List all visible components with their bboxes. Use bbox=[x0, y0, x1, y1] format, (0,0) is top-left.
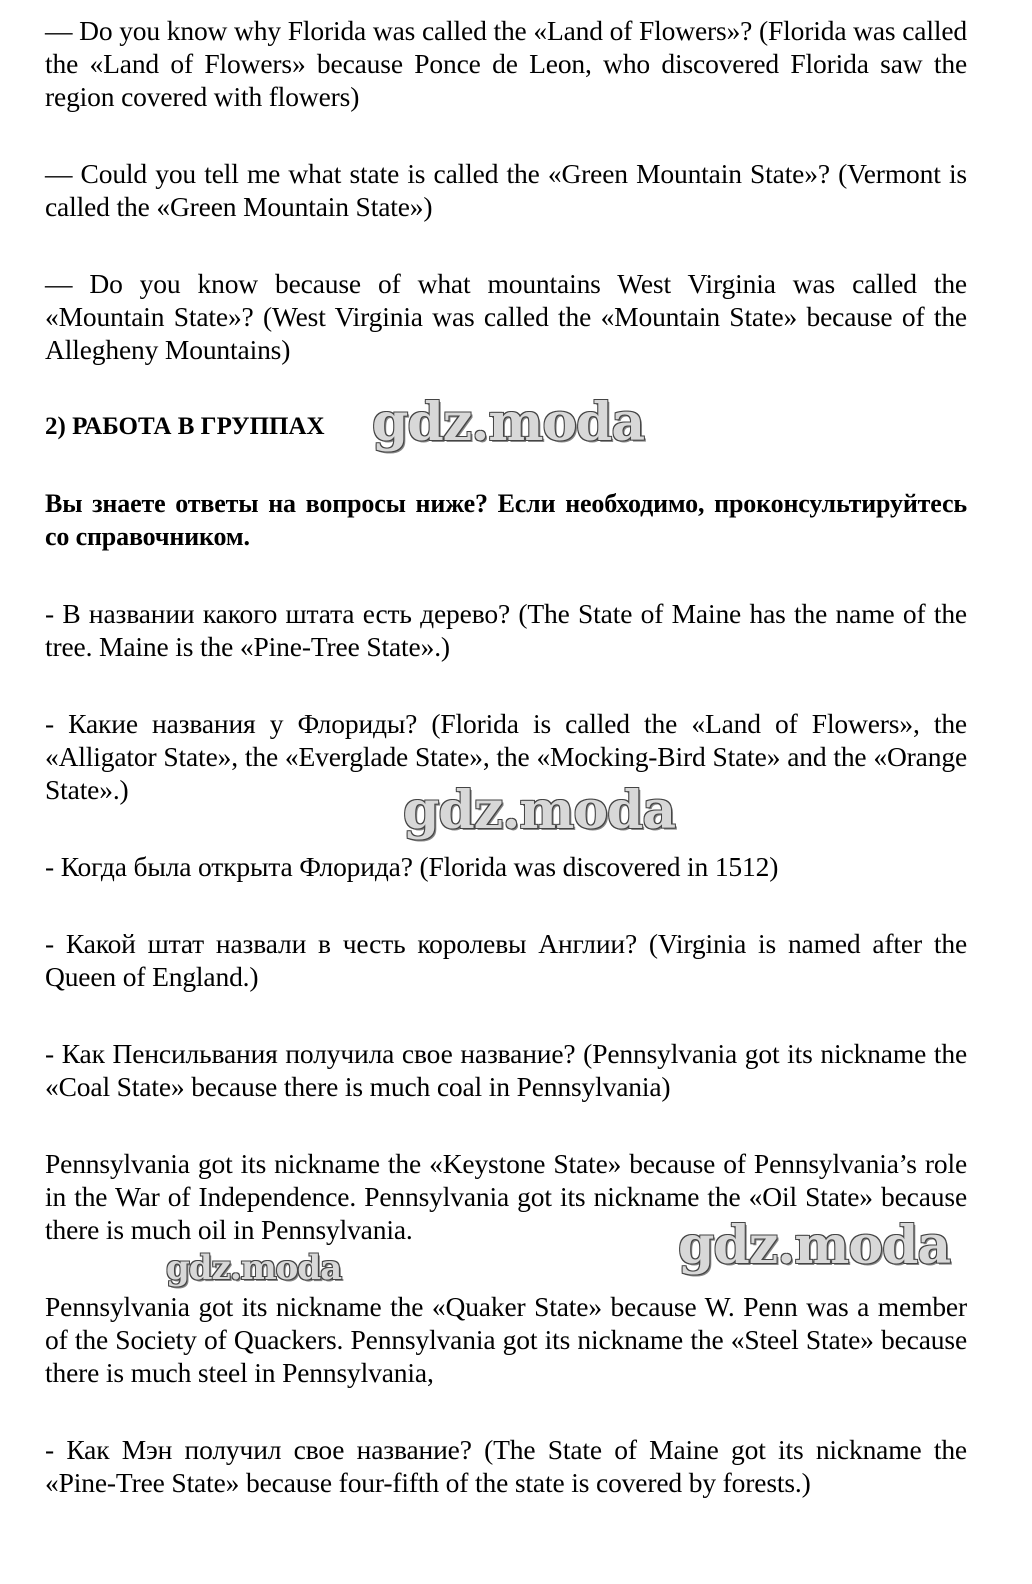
watermark-logo: gdz.moda bbox=[403, 780, 676, 841]
watermark-logo: gdz.moda bbox=[372, 392, 645, 453]
qa-maine-name: - Как Мэн получил свое название? (The State of Maine got its nickname the «Pine-Tree State» because four-fifth of the state is covered by forests.) bbox=[45, 1434, 967, 1498]
paragraph-florida-flowers: — Do you know why Florida was called the «Land of Flowers»? (Florida was called the «Land of Flowers» because Ponce de Leon, who discovered Florida saw the region covered with flowers) bbox=[45, 15, 967, 112]
qa-florida-names: - Какие названия у Флориды? (Florida is called the «Land of Flowers», the «Alligator State», the «Everglade State», the «Mocking-Bird State» and the «Orange State».) bbox=[45, 708, 967, 805]
instruction-text: Вы знаете ответы на вопросы ниже? Если необходимо, проконсультируйтесь со справочником. bbox=[45, 489, 967, 551]
paragraph-green-mountain: — Could you tell me what state is called the «Green Mountain State»? (Vermont is called the «Green Mountain State») bbox=[45, 158, 967, 222]
section-heading: 2) РАБОТА В ГРУППАХ bbox=[45, 413, 325, 440]
qa-tree-state: - В названии какого штата есть дерево? (The State of Maine has the name of the tree. Maine is the «Pine-Tree State».) bbox=[45, 598, 967, 662]
paragraph-pennsylvania-quaker: Pennsylvania got its nickname the «Quaker State» because W. Penn was a member of the Society of Quackers. Pennsylvania got its nickname the «Steel State» because there is much steel in Pennsylvania, bbox=[45, 1291, 967, 1388]
paragraph-west-virginia: — Do you know because of what mountains West Virginia was called the «Mountain State»? (West Virginia was called the «Mountain State» because of the Allegheny Mountains) bbox=[45, 268, 967, 365]
qa-pennsylvania-name: - Как Пенсильвания получила свое название? (Pennsylvania got its nickname the «Coal State» because there is much coal in Pennsylvania) bbox=[45, 1038, 967, 1102]
watermark-logo: gdz.moda bbox=[166, 1248, 342, 1288]
qa-virginia-queen: - Какой штат назвали в честь королевы Англии? (Virginia is named after the Queen of England.) bbox=[45, 928, 967, 992]
watermark-logo: gdz.moda bbox=[678, 1215, 951, 1276]
paragraph-pennsylvania-keystone: Pennsylvania got its nickname the «Keystone State» because of Pennsylvania’s role in the War of Independence. Pennsylvania got its nickname the «Oil State» because there is much oil in Pennsylvania. bbox=[45, 1148, 967, 1245]
qa-florida-discovered: - Когда была открыта Флорида? (Florida was discovered in 1512) bbox=[45, 851, 779, 882]
